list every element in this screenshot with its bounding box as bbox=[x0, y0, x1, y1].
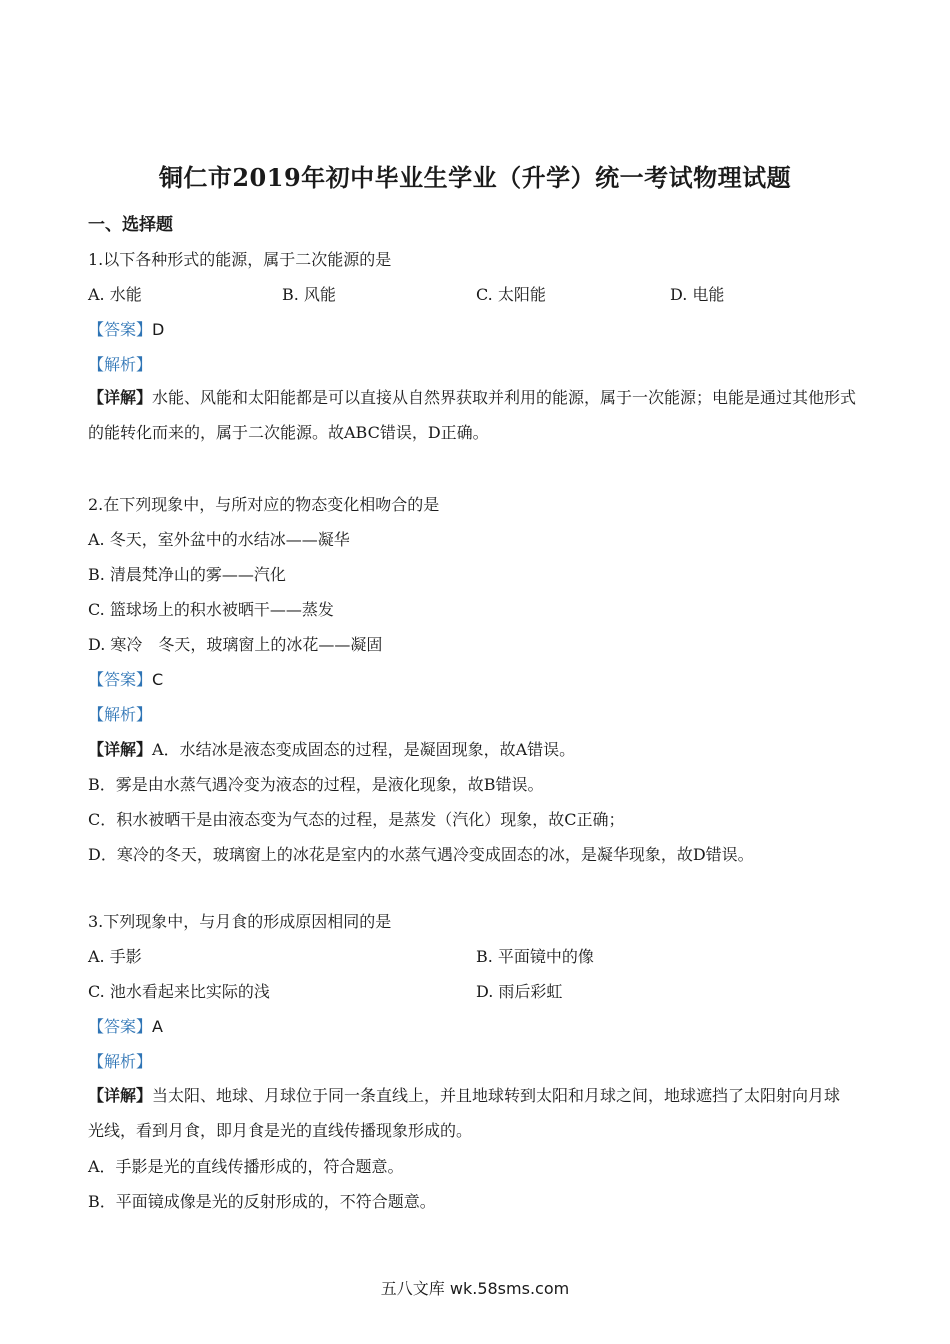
q1-detail bbox=[88, 380, 868, 450]
detail-label: 【详解】 bbox=[88, 740, 153, 759]
answer-value: D bbox=[152, 320, 165, 339]
page-title: 铜仁市2019年初中毕业生学业（升学）统一考试物理试题 bbox=[158, 163, 792, 192]
q3-analysis-label: 【解析】 bbox=[88, 1052, 153, 1071]
answer-value: A bbox=[152, 1017, 163, 1036]
detail-label: 【详解】 bbox=[88, 388, 153, 407]
footer-watermark: 五八文库 wk.58sms.com bbox=[380, 1279, 570, 1298]
q2-option-a: A. 冬天，室外盆中的水结冰——凝华 bbox=[88, 530, 350, 549]
q3-detail-b: B．平面镜成像是光的反射形成的，不符合题意。 bbox=[88, 1192, 436, 1211]
detail-label: 【详解】 bbox=[88, 1086, 153, 1105]
detail-text: 当太阳、地球、月球位于同一条直线上，并且地球转到太阳和月球之间，地球遮挡了太阳射向月球 光线，看到月食，即月食是光的直线传播现象形成的。 bbox=[88, 1086, 857, 1140]
section-heading: 一、选择题 bbox=[88, 215, 173, 235]
q3-option-d: D. 雨后彩虹 bbox=[476, 982, 563, 1001]
q2-detail-c: C．积水被晒干是由液态变为气态的过程，是蒸发（汽化）现象，故C正确； bbox=[88, 810, 625, 829]
q2-answer bbox=[88, 670, 163, 690]
q2-option-d: D. 寒冷 冬天，玻璃窗上的冰花——凝固 bbox=[88, 635, 383, 654]
q2-analysis-label: 【解析】 bbox=[88, 705, 153, 724]
detail-text: A．水结冰是液态变成固态的过程，是凝固现象，故A错误。 bbox=[152, 740, 576, 759]
q2-option-b: B. 清晨梵净山的雾——汽化 bbox=[88, 565, 286, 584]
q3-answer bbox=[88, 1017, 163, 1037]
q1-stem: 1.以下各种形式的能源，属于二次能源的是 bbox=[88, 250, 392, 269]
q1-analysis-label: 【解析】 bbox=[88, 355, 153, 374]
q1-option-b: B. 风能 bbox=[282, 285, 336, 304]
q2-detail-b: B．雾是由水蒸气遇冷变为液态的过程，是液化现象，故B错误。 bbox=[88, 775, 544, 794]
answer-label: 【答案】 bbox=[88, 670, 153, 689]
q1-option-c: C. 太阳能 bbox=[476, 285, 546, 304]
q2-detail-a bbox=[88, 740, 575, 760]
q2-detail-d: D．寒冷的冬天，玻璃窗上的冰花是室内的水蒸气遇冷变成固态的冰，是凝华现象，故D错误。 bbox=[88, 845, 754, 864]
answer-label: 【答案】 bbox=[88, 1017, 153, 1036]
answer-value: C bbox=[152, 670, 164, 689]
q3-detail bbox=[88, 1078, 868, 1148]
q2-stem: 2.在下列现象中，与所对应的物态变化相吻合的是 bbox=[88, 495, 440, 514]
detail-text: 水能、风能和太阳能都是可以直接从自然界获取并利用的能源，属于一次能源；电能是通过其他形式的能转化而来的，属于二次能源。故ABC错误，D正确。 bbox=[88, 388, 857, 442]
q3-stem: 3.下列现象中，与月食的形成原因相同的是 bbox=[88, 912, 392, 931]
q1-option-a: A. 水能 bbox=[88, 285, 142, 304]
answer-label: 【答案】 bbox=[88, 320, 153, 339]
q1-answer bbox=[88, 320, 164, 340]
q3-option-a: A. 手影 bbox=[88, 947, 142, 966]
q3-option-b: B. 平面镜中的像 bbox=[476, 947, 594, 966]
q2-option-c: C. 篮球场上的积水被晒干——蒸发 bbox=[88, 600, 334, 619]
q3-detail-a: A．手影是光的直线传播形成的，符合题意。 bbox=[88, 1157, 404, 1176]
q3-option-c: C. 池水看起来比实际的浅 bbox=[88, 982, 270, 1001]
q1-option-d: D. 电能 bbox=[670, 285, 725, 304]
